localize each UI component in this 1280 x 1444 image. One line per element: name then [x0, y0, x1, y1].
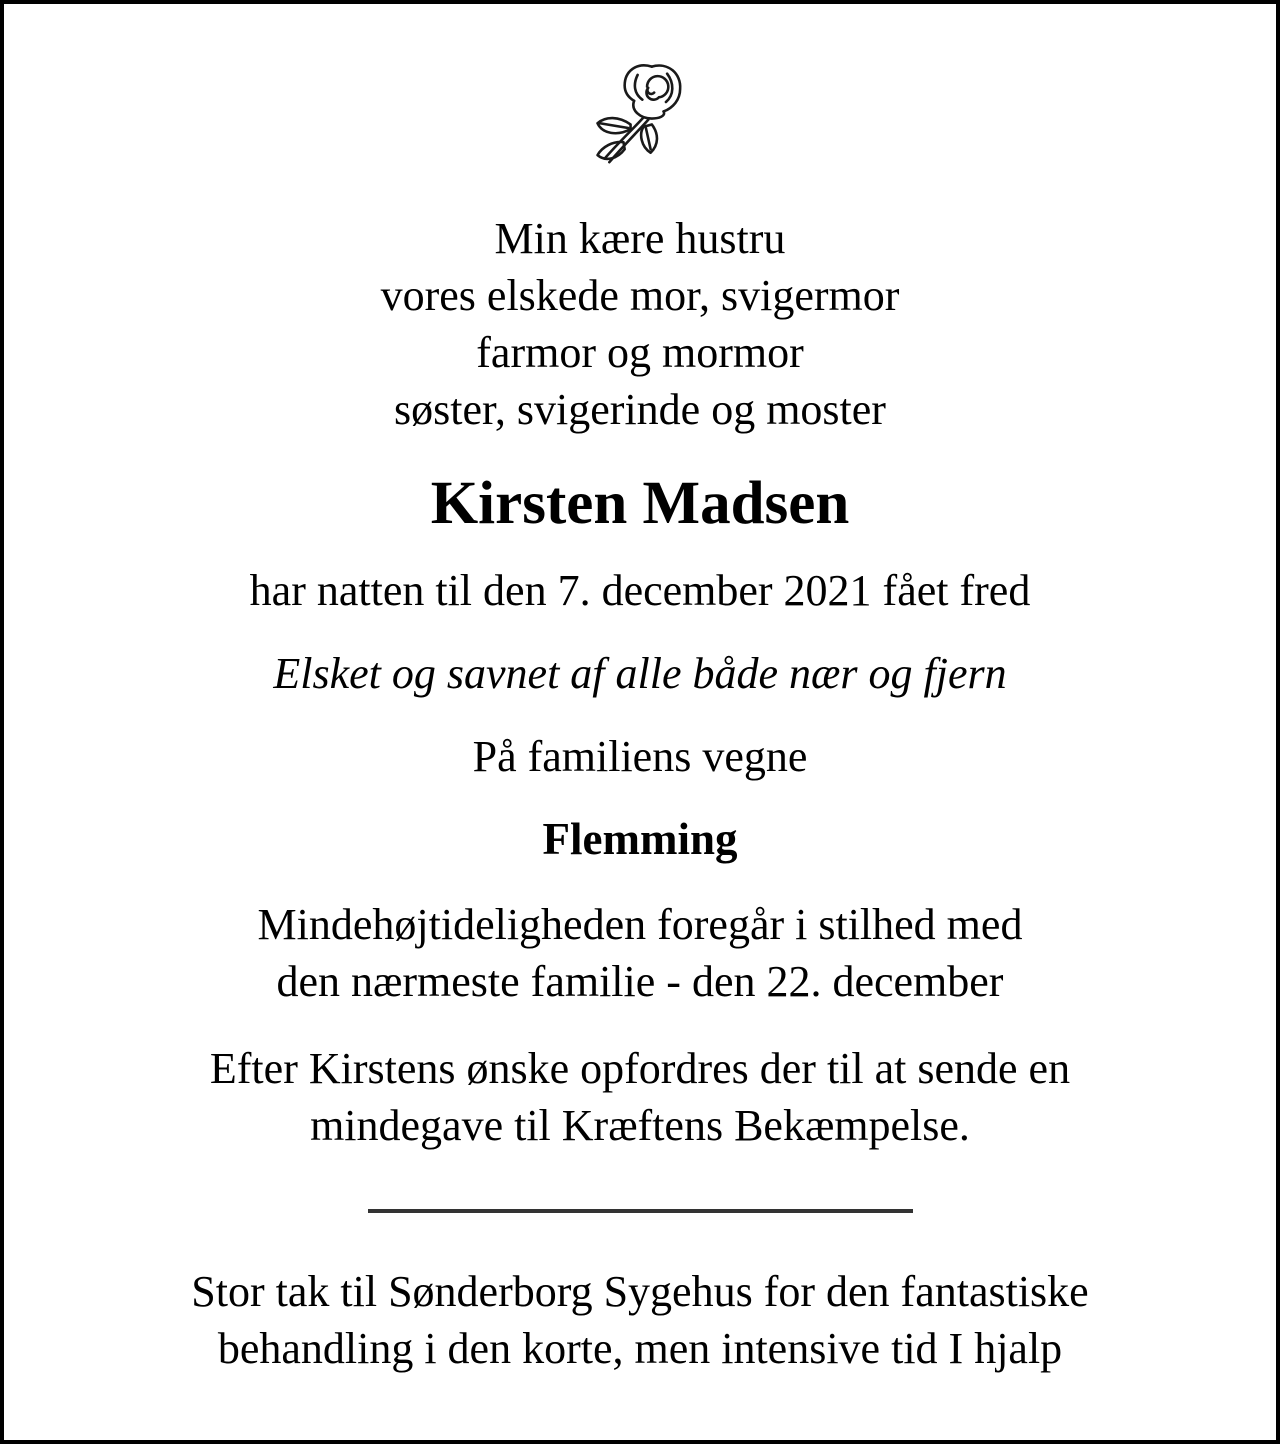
intro-line: farmor og mormor	[476, 328, 804, 377]
thanks-line: Stor tak til Sønderborg Sygehus for den fantastiske	[191, 1267, 1089, 1316]
thanks-line: behandling i den korte, men intensive tid I hjalp	[217, 1324, 1063, 1373]
rose-icon	[4, 54, 1276, 176]
intro-line: Min kære hustru	[494, 214, 786, 263]
ceremony-line: Mindehøjtideligheden foregår i stilhed med	[257, 900, 1023, 949]
intro-line: søster, svigerinde og moster	[394, 385, 886, 434]
signature-name: Flemming	[542, 814, 738, 864]
on-behalf-line: På familiens vegne	[472, 732, 808, 781]
ceremony-line: den nærmeste familie - den 22. december	[276, 957, 1004, 1006]
donation-line: mindegave til Kræftens Bekæmpelse.	[310, 1101, 970, 1150]
death-date-line: har natten til den 7. december 2021 fået fred	[249, 566, 1031, 615]
ceremony-block	[4, 896, 1276, 1010]
intro-block	[4, 210, 1276, 438]
donation-block	[4, 1040, 1276, 1154]
epitaph-line: Elsket og savnet af alle både nær og fjern	[273, 649, 1007, 698]
intro-line: vores elskede mor, svigermor	[380, 271, 900, 320]
section-divider	[368, 1209, 913, 1213]
donation-line: Efter Kirstens ønske opfordres der til at sende en	[209, 1044, 1071, 1093]
deceased-name: Kirsten Madsen	[430, 470, 850, 537]
thanks-block	[4, 1263, 1276, 1377]
